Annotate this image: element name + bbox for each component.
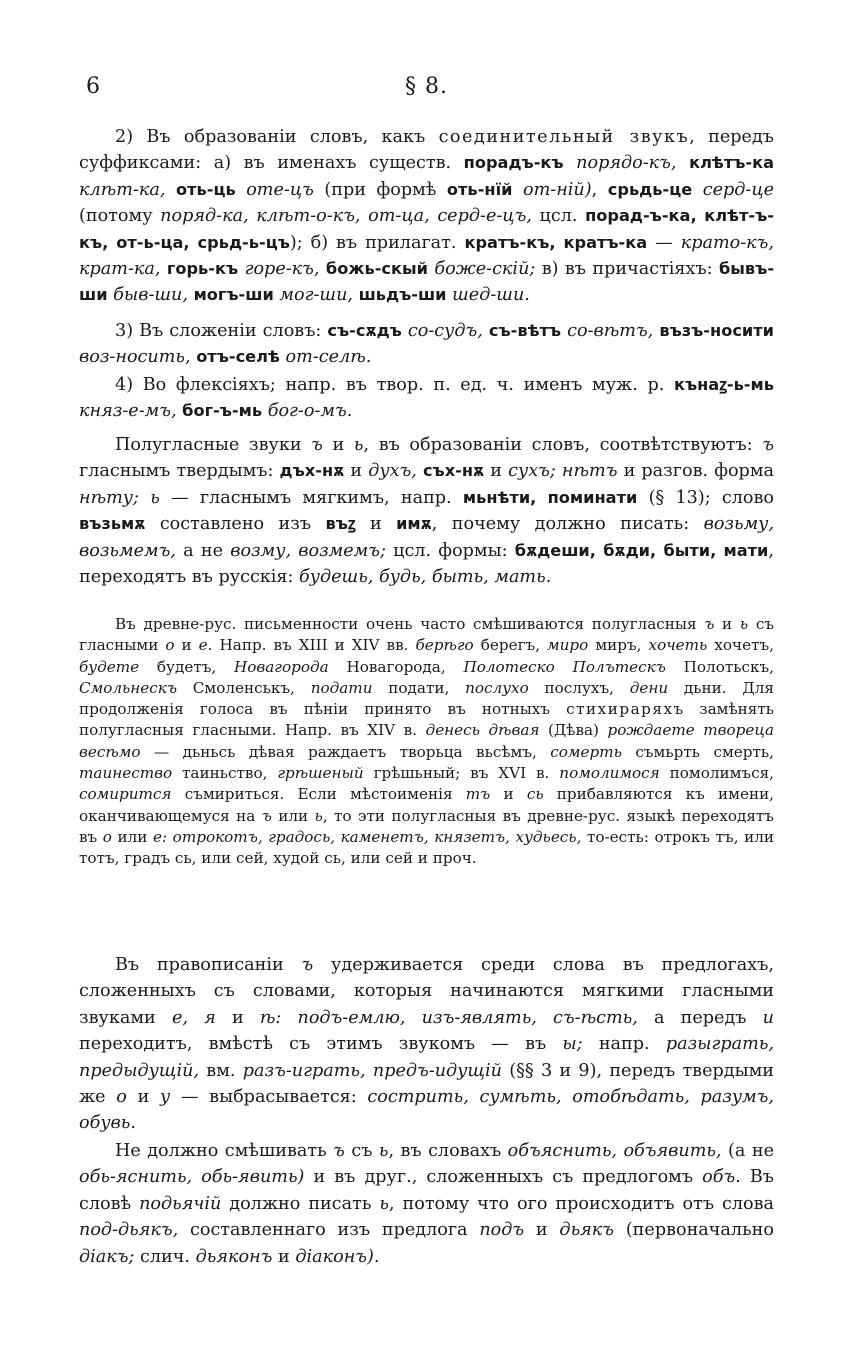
paragraph-3: 4) Во флексіяхъ; напр. въ твор. п. ед. ч. именъ муж. р. кънаꙁ-ь-мь княз-е-мъ, бог-ъ-мь бог-о-мъ.: [79, 375, 774, 422]
slavonic-word: порад-ъ-ка, клѣт-ъ-къ, от-ь-ца, срьд-ь-цъ: [79, 206, 774, 252]
russian-word: духъ,: [368, 461, 417, 482]
old-russian-word: миро: [547, 636, 589, 655]
slavonic-word: съ-сѫдъ: [327, 321, 402, 340]
slavonic-word: възьмѫ: [79, 514, 146, 534]
russian-word: подъ: [479, 1220, 525, 1241]
slavonic-word: оть-ць: [175, 179, 236, 199]
old-russian-word: будете: [79, 657, 140, 676]
slavonic-word: съх-нѫ: [422, 461, 485, 481]
russian-word: серд-е-цъ,: [437, 206, 532, 227]
russian-word: серд-це: [702, 179, 775, 200]
paragraph-2: 3) Въ сложеніи словъ: съ-сѫдъ со-судъ, съ-вѣтъ со-вѣтъ, възъ-носити воз-носить, отъ-селѣ от-селѣ.: [79, 321, 774, 368]
russian-word: будешь, будь, быть, мать.: [299, 567, 552, 588]
russian-word: от-ца,: [368, 206, 430, 227]
russian-word: дьяконъ: [195, 1246, 273, 1267]
russian-word: объ.: [702, 1167, 741, 1188]
paragraph-4: Полугласные звуки ъ и ь, въ образованіи словъ, соотвѣтствуютъ: ъ гласнымъ твердымъ: дъх-нѫ и духъ, съх-нѫ и сухъ; нѣтъ и разгов. форма нѣту; ь — гласнымъ мягкимъ, напр. мьнѣти, поминати (§ 13); слово възьмѫ составлено изъ въꙁ и имѫ, почему должно писать: возьму, возьмемъ, а не возму, возмемъ; цсл. формы: бѫдеши, бѫди, быти, мати, переходятъ въ русскія: будешь, будь, быть, мать.: [79, 435, 774, 588]
russian-word: клѣт-о-къ,: [256, 206, 361, 227]
old-russian-word: денесь дѣвая: [425, 721, 540, 740]
russian-word: воз-носить,: [79, 347, 191, 368]
slavonic-word: божь-скый: [325, 259, 428, 279]
old-russian-word: хочеть: [648, 636, 708, 655]
slavonic-word: шьдъ-ши: [358, 285, 447, 305]
slavonic-word: съ-вѣтъ: [488, 321, 562, 340]
russian-word: под-дьякъ,: [79, 1220, 179, 1241]
text: , передъ суффиксами: а) въ именахъ существ.: [79, 127, 774, 174]
slavonic-word: бѫдеши, бѫди, быти, мати: [514, 540, 769, 560]
russian-word: подьячій: [139, 1193, 222, 1214]
russian-word: быв-ши,: [113, 285, 188, 306]
old-russian-word: помолимося: [559, 764, 660, 783]
russian-word: крато-къ, крат-ка,: [79, 232, 774, 280]
russian-word: объяснить, объявить,: [507, 1141, 722, 1161]
russian-word: от-ній): [523, 179, 592, 200]
russian-word: оте-цъ: [246, 179, 314, 200]
footnote-paragraph: Въ древне-рус. письменности очень часто смѣшиваются полугласныя ъ и ь съ гласными о и е. Напр. въ XIII и XIV вв. берѣго берегъ, миро миръ, хочеть хочетъ, будете будетъ, Новагорода Новагорода, Полотеско Полътескъ Полотьскъ, Смольнескъ Смоленськъ, подати подати, послухо послухъ, дени дьни. Для продолженія голоса въ пѣніи принято въ нотныхъ стихираряхъ замѣнять полугласныя гласными. Напр. въ XIV в. денесь дѣвая (Дѣва) рождаете твореца весѣмо — дьньсь дѣвая раждаетъ творьца вьсѣмъ, сомерть съмьрть смерть, таинество таиньство, грѣшеный грѣшьный; въ XVI в. помолимося помолимъся, сомирится съмириться. Если мѣстоименія тъ и сь прибавляются къ имени, оканчивающемуся на ъ или ь, то эти полугласныя въ древне-рус. языкѣ переходятъ въ о или е: отрокотъ, градось, каменетъ, князетъ, худьесь, то-есть: отрокъ тъ, или тотъ, градъ сь, или сей, худой сь, или сей и проч.: [79, 615, 775, 868]
slavonic-word: отъ-селѣ: [196, 347, 280, 367]
russian-word: обь-яснить, обь-явить): [79, 1167, 305, 1188]
slavonic-word: възъ-носити: [659, 321, 774, 340]
slavonic-word: горь-къ: [166, 259, 239, 279]
old-russian-word: Смольнескъ: [79, 678, 177, 697]
russian-word: княз-е-мъ,: [79, 401, 177, 422]
russian-word: сострить, сумѣть, отобѣдать, разумъ, обувь.: [79, 1087, 774, 1134]
russian-word: боже-скій;: [434, 259, 536, 280]
text: 2) Въ образованіи словъ, какъ: [115, 127, 439, 147]
old-russian-word: отрокотъ, градось, каменетъ, князетъ, худьесь,: [172, 827, 582, 846]
russian-word: возму, возмемъ;: [230, 540, 386, 561]
old-russian-word: берѣго: [415, 636, 474, 655]
old-russian-word: грѣшеный: [277, 764, 364, 783]
russian-word: поряд-ка,: [160, 206, 249, 227]
russian-word: разыграть, предыдущій,: [79, 1034, 775, 1081]
russian-word: возьму, возьмемъ,: [79, 514, 774, 561]
russian-word: нѣтъ: [561, 461, 618, 482]
slavonic-word: срьдь-це: [607, 179, 693, 199]
slavonic-word: могъ-ши: [193, 285, 274, 305]
russian-word: со-судъ,: [407, 321, 483, 341]
russian-word: шед-ши.: [452, 285, 530, 306]
old-russian-word: послухо: [465, 678, 529, 697]
russian-word: мог-ши,: [279, 285, 354, 306]
slavonic-word: имѫ: [396, 514, 432, 534]
paragraph-1: 2) Въ образованіи словъ, какъ соединительный звукъ, передъ суффиксами: а) въ именахъ существ. порадъ-къ порядо-къ, клѣтъ-ка клѣт-ка, оть-ць оте-цъ (при формѣ оть-нїй от-ній), срьдь-це серд-це (потому поряд-ка, клѣт-о-къ, от-ца, серд-е-цъ, цсл. порад-ъ-ка, клѣт-ъ-къ, от-ь-ца, срьд-ь-цъ); б) въ прилагат. кратъ-къ, кратъ-ка — крато-къ, крат-ка, горь-къ горе-къ, божь-скый боже-скій; в) въ причастіяхъ: бывъ-ши быв-ши, могъ-ши мог-ши, шьдъ-ши шед-ши.: [79, 127, 775, 306]
slavonic-word: кънаꙁ-ь-мь: [673, 375, 774, 394]
russian-word: подъ-емлю, изъ-являть, съ-ѣсть,: [297, 1007, 638, 1028]
old-russian-word: Новагорода: [234, 657, 329, 676]
section-heading: § 8.: [405, 74, 448, 99]
slavonic-word: кратъ-къ, кратъ-ка: [464, 232, 648, 252]
old-russian-word: сомирится: [79, 785, 172, 804]
russian-word: дьякъ: [559, 1220, 615, 1241]
slavonic-word: оть-нїй: [446, 179, 513, 199]
slavonic-word: дъх-нѫ: [279, 461, 345, 481]
russian-word: клѣт-ка,: [79, 179, 166, 200]
old-russian-word: рождаете твореца весѣмо: [79, 721, 775, 761]
russian-word: діаконъ).: [295, 1246, 380, 1267]
slavonic-word: мьнѣти, поминати: [462, 487, 638, 507]
paragraph-7: Не должно смѣшивать ъ съ ь, въ словахъ объяснить, объявить, (а не обь-яснить, обь-явить) и въ друг., сложенныхъ съ предлогомъ объ. Въ словѣ подьячій должно писать ь, потому что ого происходитъ отъ слова под-дьякъ, составленнаго изъ предлога подъ и дьякъ (первоначально діакъ; слич. дьяконъ и діаконъ).: [79, 1141, 774, 1267]
russian-word: порядо-къ,: [576, 153, 677, 174]
slavonic-word: въꙁ: [325, 514, 356, 534]
russian-word: нѣту;: [79, 487, 139, 508]
slavonic-word: порадъ-къ: [463, 153, 564, 173]
russian-word: горе-къ,: [244, 259, 320, 280]
russian-word: бог-о-мъ.: [267, 401, 353, 422]
page-number: 6: [86, 74, 100, 99]
russian-word: от-селѣ.: [285, 347, 372, 368]
old-russian-word: дени: [629, 678, 669, 697]
slavonic-word: клѣтъ-ка: [689, 153, 775, 173]
slavonic-word: бывъ-ши: [79, 259, 775, 305]
russian-word: сухъ;: [508, 461, 556, 482]
paragraph-6: Въ правописаніи ъ удерживается среди слова въ предлогахъ, сложенныхъ съ словами, которыя начинаются мягкими гласными звуками е, я и ѣ: подъ-емлю, изъ-являть, съ-ѣсть, а передъ и переходитъ, вмѣстѣ съ этимъ звукомъ — въ ы; напр. разыграть, предыдущій, вм. разъ-играть, предъ-идущій (§§ 3 и 9), передъ твердыми же о и у — выбрасывается: сострить, сумѣть, отобѣдать, разумъ, обувь.: [79, 955, 775, 1134]
old-russian-word: таинество: [79, 764, 173, 783]
russian-word: діакъ;: [79, 1246, 135, 1267]
russian-word: разъ-играть, предъ-идущій: [242, 1060, 502, 1081]
russian-word: со-вѣтъ,: [567, 321, 654, 341]
old-russian-word: сомерть: [550, 742, 622, 761]
old-russian-word: подати: [310, 678, 373, 697]
old-russian-word: Полотеско Полътескъ: [463, 657, 666, 676]
slavonic-word: бог-ъ-мь: [182, 401, 263, 421]
text: соединительный звукъ: [438, 127, 690, 147]
